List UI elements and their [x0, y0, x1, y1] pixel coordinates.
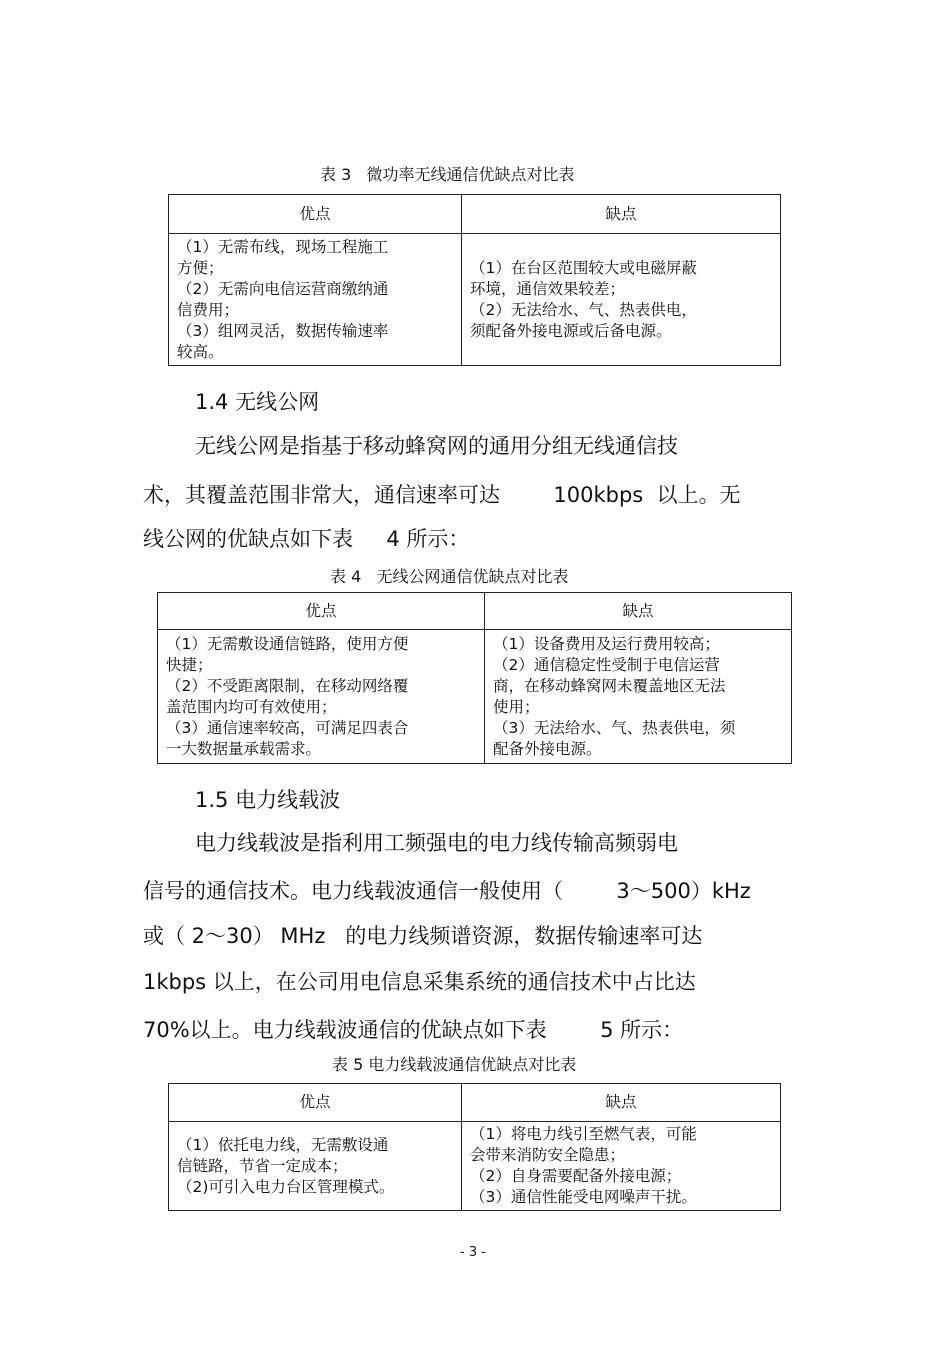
- table4-cons-cell: [485, 630, 792, 764]
- table4-caption: 表 4 无线公网通信优缺点对比表: [330, 567, 569, 586]
- table4-cons-line: （3）无法给水、气、热表供电，须: [493, 718, 736, 737]
- table3-cons-line: 环境，通信效果较差；: [470, 279, 626, 298]
- table5-cons-cell: [462, 1122, 781, 1211]
- table3-caption: 表 3 微功率无线通信优缺点对比表: [320, 165, 575, 184]
- table4-cons-line: （2）通信稳定性受制于电信运营: [493, 655, 720, 674]
- section15-heading: 1.5 电力线载波: [195, 788, 341, 812]
- table3-pros-line: 方便；: [177, 258, 224, 277]
- table3-pros-line: 信费用；: [177, 300, 240, 319]
- table4-cons-line: （1）设备费用及运行费用较高；: [493, 634, 720, 653]
- table4-pros-line: 盖范围内均可有效使用；: [166, 697, 337, 716]
- table4-cons-line: 使用；: [493, 697, 540, 716]
- table5-cons-line: （3）通信性能受电网噪声干扰。: [470, 1188, 697, 1206]
- table5-pros-line: 信链路，节省一定成本；: [177, 1156, 348, 1175]
- table4-pros-cell: [158, 630, 485, 764]
- table4-pros-line: 一大数据量承载需求。: [166, 739, 322, 758]
- table4-header-cons: 缺点: [485, 593, 792, 630]
- table4-pros-line: （2）不受距离限制，在移动网络覆: [166, 676, 409, 695]
- table5-caption: 表 5 电力线载波通信优缺点对比表: [332, 1055, 577, 1074]
- table3-pros-cell: [169, 234, 462, 366]
- table3-pros-line: 较高。: [177, 342, 224, 361]
- table4-pros-line: （1）无需敷设通信链路，使用方便: [166, 634, 409, 653]
- table5-cons-line: 会带来消防安全隐患；: [470, 1146, 626, 1164]
- section14-line-2: 术，其覆盖范围非常大，通信速率可达 100kbps 以上。无: [143, 483, 741, 507]
- section15-line-1: 电力线载波是指利用工频强电的电力线传输高频弱电: [195, 831, 678, 855]
- table4-pros-line: 快捷；: [166, 655, 213, 674]
- table5-header-pros: 优点: [169, 1084, 462, 1122]
- table3-cons-line: （2）无法给水、气、热表供电，: [470, 300, 697, 319]
- table5-header-cons: 缺点: [462, 1084, 781, 1122]
- section15-line-2: 信号的通信技术。电力线载波通信一般使用（ 3～500）kHz: [143, 879, 751, 903]
- table5: [168, 1083, 781, 1211]
- table3-cons-line: 须配备外接电源或后备电源。: [470, 321, 672, 340]
- table3: [168, 194, 781, 366]
- table3-pros-line: （3）组网灵活，数据传输速率: [177, 321, 389, 340]
- table4-cons-line: 商，在移动蜂窝网未覆盖地区无法: [493, 676, 726, 695]
- table3-pros-line: （1）无需布线，现场工程施工: [177, 237, 389, 256]
- table3-header-pros: 优点: [169, 195, 462, 234]
- section14-line-3: 线公网的优缺点如下表 4 所示：: [143, 527, 470, 551]
- table5-pros-line: （2)可引入电力台区管理模式。: [177, 1177, 395, 1196]
- section15-line-5: 70%以上。电力线载波通信的优缺点如下表 5 所示：: [143, 1018, 684, 1042]
- table4-pros-line: （3）通信速率较高，可满足四表合: [166, 718, 409, 737]
- section14-heading: 1.4 无线公网: [195, 390, 320, 414]
- table5-pros-cell: [169, 1122, 462, 1211]
- table3-pros-line: （2）无需向电信运营商缴纳通: [177, 279, 389, 298]
- section15-line-4: 1kbps 以上，在公司用电信息采集系统的通信技术中占比达: [143, 970, 696, 994]
- table3-cons-line: （1）在台区范围较大或电磁屏蔽: [470, 258, 697, 277]
- section15-line-3: 或（ 2～30） MHz 的电力线频谱资源，数据传输速率可达: [143, 924, 703, 948]
- table5-cons-line: （2）自身需要配备外接电源；: [470, 1167, 682, 1185]
- table4-header-pros: 优点: [158, 593, 485, 630]
- table4-cons-line: 配备外接电源。: [493, 739, 602, 758]
- table5-cons-line: （1）将电力线引至燃气表，可能: [470, 1125, 697, 1143]
- table5-pros-line: （1）依托电力线，无需敷设通: [177, 1135, 389, 1154]
- table4: [157, 592, 792, 764]
- page-number: - 3 -: [460, 1245, 486, 1260]
- section14-line-1: 无线公网是指基于移动蜂窝网的通用分组无线通信技: [195, 434, 678, 458]
- table3-cons-cell: [462, 234, 781, 366]
- table3-header-cons: 缺点: [462, 195, 781, 234]
